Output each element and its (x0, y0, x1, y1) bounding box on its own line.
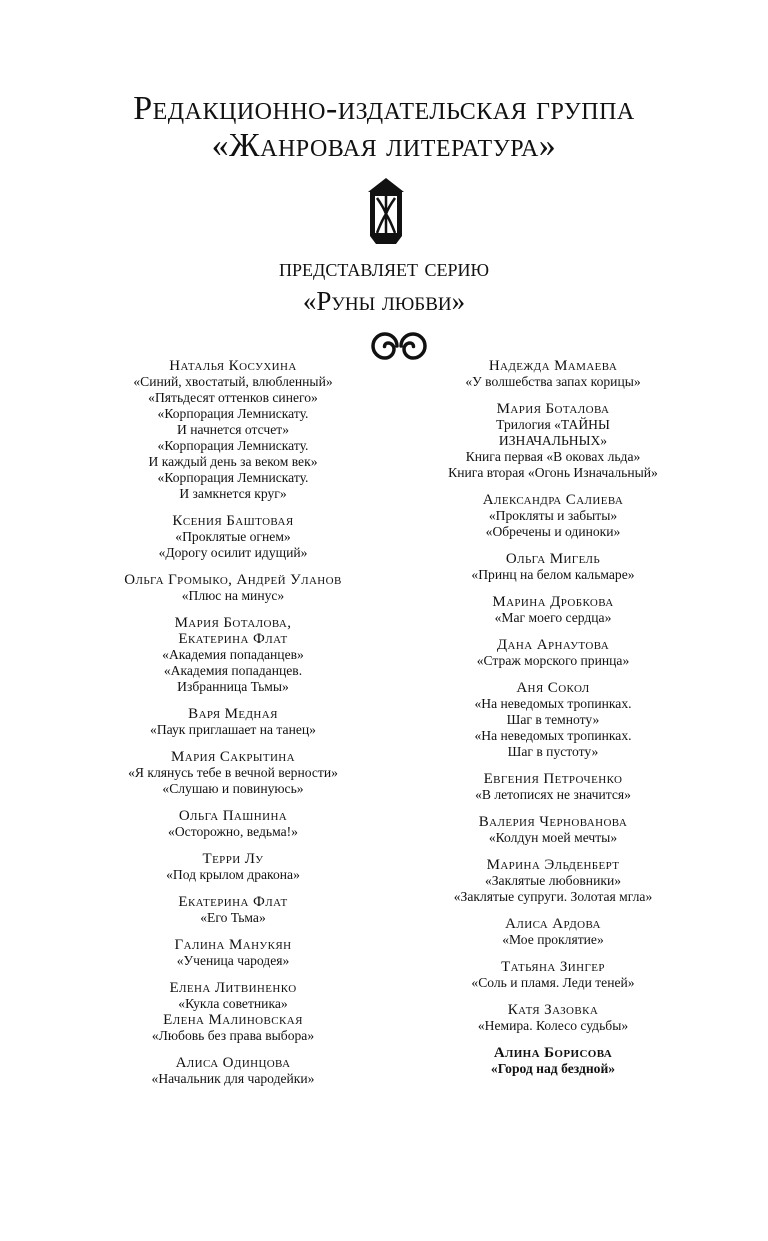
book-title: «Немира. Колесо судьбы» (477, 1018, 629, 1033)
book-title: «Плюс на минус» (181, 588, 285, 603)
book-title: «Слушаю и повинуюсь» (162, 781, 304, 796)
book-title: «Под крылом дракона» (166, 867, 300, 882)
book-title: «Пятьдесят оттенков синего» (148, 390, 318, 405)
book-entry (388, 594, 718, 626)
author-name: Алиса Одинцова (175, 1055, 291, 1071)
book-entry (68, 851, 398, 883)
book-title: «Академия попаданцев. (163, 663, 303, 678)
book-entry (388, 771, 718, 803)
author-name: Дана Арнаутова (496, 637, 610, 653)
author-name: Марина Дробкова (492, 594, 614, 610)
author-name: Наталья Косухина (169, 358, 297, 374)
book-entry (68, 572, 398, 604)
book-entry (68, 615, 398, 695)
book-entry (388, 1045, 718, 1077)
author-name: Алиса Ардова (505, 916, 601, 932)
book-title: «На неведомых тропинках. (474, 696, 632, 711)
book-title: «Я клянусь тебе в вечной верности» (128, 765, 338, 780)
book-entry (388, 959, 718, 991)
book-title: «Корпорация Лемнискату. (157, 406, 309, 421)
double-swirl-icon (367, 332, 431, 360)
book-title: «Начальник для чародейки» (151, 1071, 315, 1086)
book-title: Шаг в пустоту» (507, 744, 599, 759)
book-title: «На неведомых тропинках. (474, 728, 632, 743)
author-name: Елена Литвиненко (169, 980, 297, 996)
author-name: Ольга Мигель (505, 551, 601, 567)
book-title: Избранница Тьмы» (177, 679, 289, 694)
book-title: И начнется отсчет» (176, 422, 289, 437)
book-title: «Осторожно, ведьма!» (168, 824, 298, 839)
book-entry (388, 814, 718, 846)
book-title: «Кукла советника» (178, 996, 288, 1011)
book-entry (388, 916, 718, 948)
book-entry (68, 706, 398, 738)
author-name: Аня Сокол (516, 680, 590, 696)
book-entry (68, 808, 398, 840)
book-title: Книга вторая «Огонь Изначальный» (448, 465, 658, 480)
book-title: «Заклятые любовники» (484, 873, 622, 888)
author-name: Надежда Мамаева (488, 358, 618, 374)
author-name: Ольга Пашнина (178, 808, 288, 824)
book-entry (68, 937, 398, 969)
book-title: «Заклятые супруги. Золотая мгла» (453, 889, 653, 904)
author-name: Алина Борисова (493, 1045, 613, 1061)
book-title: «Прокляты и забыты» (488, 508, 618, 523)
book-title: ИЗНАЧАЛЬНЫХ» (498, 433, 608, 448)
book-title: «Обречены и одиноки» (485, 524, 621, 539)
left-book-column (68, 358, 398, 1098)
book-entry (68, 749, 398, 797)
author-name: Ксения Баштовая (172, 513, 294, 529)
book-title: «Ученица чародея» (176, 953, 290, 968)
author-name: Катя Зазовка (507, 1002, 599, 1018)
presents-series-label: представляет серию (279, 253, 489, 282)
author-name: Евгения Петроченко (483, 771, 623, 787)
book-title: Шаг в темноту» (506, 712, 600, 727)
author-name: Мария Сакрытина (171, 749, 295, 765)
book-title: «Проклятые огнем» (175, 529, 291, 544)
series-title: «Руны любви» (302, 286, 466, 316)
author-name: Ольга Громыко, Андрей Уланов (124, 572, 342, 588)
book-entry (388, 492, 718, 540)
author-name: Терри Лу (202, 851, 264, 867)
book-title: «Академия попаданцев» (162, 647, 304, 662)
book-title: «Мое проклятие» (502, 932, 604, 947)
author-name: Елена Малиновская (163, 1012, 303, 1028)
right-book-column (388, 358, 718, 1088)
book-entry (388, 1002, 718, 1034)
book-entry (388, 401, 718, 481)
book-title: «Синий, хвостатый, влюбленный» (133, 374, 333, 389)
book-title: «Паук приглашает на танец» (150, 722, 316, 737)
publisher-group-title: Редакционно-издательская группа (133, 90, 635, 127)
book-title: «Колдун моей мечты» (488, 830, 618, 845)
book-title: И замкнется круг» (179, 486, 287, 501)
author-name: Варя Медная (188, 706, 278, 722)
book-entry (388, 857, 718, 905)
author-name: Екатерина Флат (178, 631, 288, 647)
lantern-icon (366, 178, 406, 244)
book-title: «Его Тьма» (200, 910, 266, 925)
book-entry (68, 894, 398, 926)
author-name: Валерия Чернованова (478, 814, 628, 830)
book-title: «Город над бездной» (490, 1061, 616, 1076)
book-title: И каждый день за веком век» (148, 454, 318, 469)
book-title: Трилогия «ТАЙНЫ (496, 417, 610, 432)
book-title: Книга первая «В оковах льда» (465, 449, 641, 464)
book-entry (68, 513, 398, 561)
author-name: Александра Салиева (482, 492, 624, 508)
publisher-group-name: «Жанровая литература» (211, 127, 557, 164)
book-title: «В летописях не значится» (475, 787, 631, 802)
book-title: «Корпорация Лемнискату. (157, 438, 309, 453)
book-entry (388, 637, 718, 669)
author-name: Мария Боталова, (174, 615, 292, 631)
book-entry (68, 980, 398, 1044)
book-entry (388, 680, 718, 760)
book-title: «У волшебства запах корицы» (465, 374, 641, 389)
book-title: «Принц на белом кальмаре» (471, 567, 635, 582)
book-entry (388, 358, 718, 390)
author-name: Татьяна Зингер (501, 959, 605, 975)
book-title: «Любовь без права выбора» (151, 1028, 315, 1043)
book-entry (68, 358, 398, 502)
book-title: «Страж морского принца» (476, 653, 630, 668)
book-title: «Дорогу осилит идущий» (158, 545, 308, 560)
author-name: Екатерина Флат (178, 894, 288, 910)
author-name: Мария Боталова (496, 401, 610, 417)
book-entry (388, 551, 718, 583)
author-name: Марина Эльденберт (486, 857, 620, 873)
book-title: «Соль и пламя. Леди теней» (471, 975, 635, 990)
author-name: Галина Манукян (174, 937, 292, 953)
book-entry (68, 1055, 398, 1087)
book-title: «Маг моего сердца» (494, 610, 612, 625)
book-title: «Корпорация Лемнискату. (157, 470, 309, 485)
